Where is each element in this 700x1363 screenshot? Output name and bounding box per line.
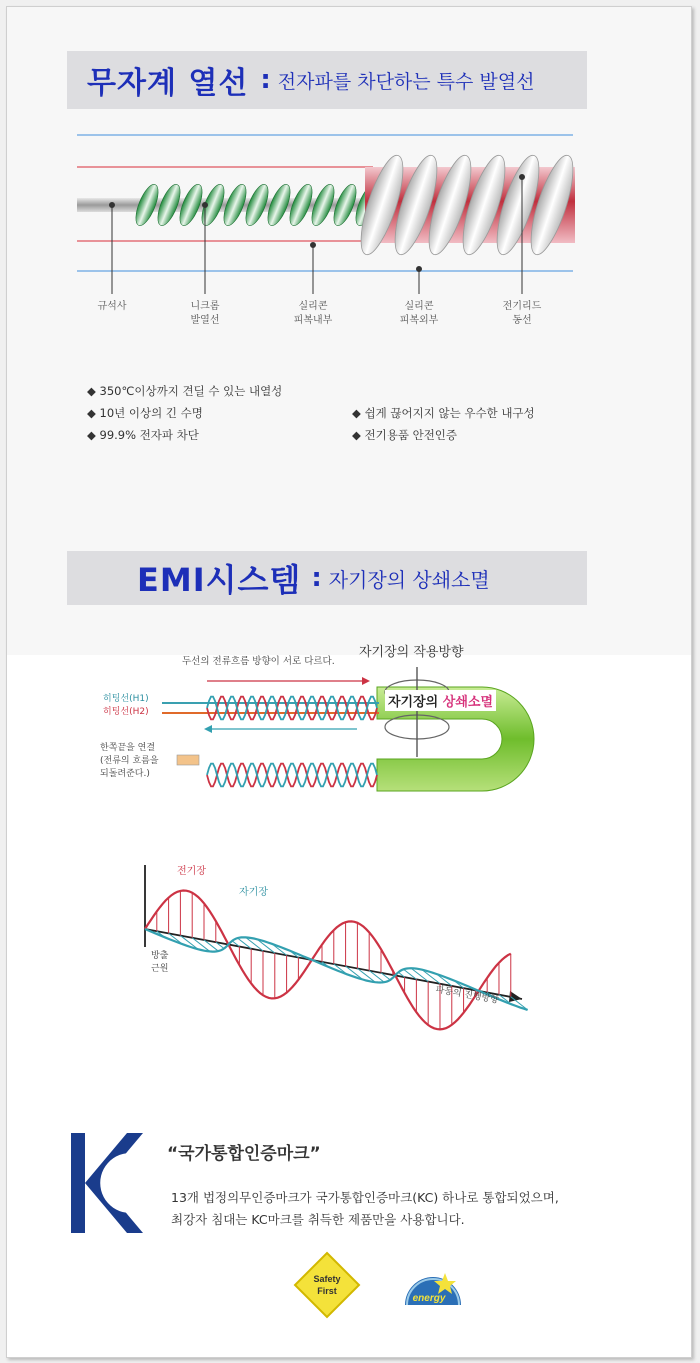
svg-text:First: First	[317, 1286, 337, 1296]
cable-diagram	[7, 7, 691, 307]
feature-shield: ◆ 99.9% 전자파 차단	[87, 428, 199, 442]
svg-text:energy: energy	[412, 1293, 446, 1304]
svg-text:Safety: Safety	[313, 1274, 341, 1284]
page-frame	[6, 6, 692, 1358]
label-source: 방출 근원	[151, 951, 169, 974]
feature-safety: ◆ 전기용품 안전인증	[352, 428, 458, 442]
label-magnetic-field: 자기장	[239, 887, 268, 898]
banner2-subtitle: 자기장의 상쇄소멸	[328, 567, 490, 592]
banner2-title: EMI시스템	[137, 561, 302, 599]
feature-durability: ◆ 쉽게 끊어지지 않는 우수한 내구성	[352, 406, 535, 420]
banner2-separator: :	[311, 563, 323, 593]
label-electric-field: 전기장	[177, 866, 206, 877]
kc-title: “국가통합인증마크”	[167, 1144, 321, 1164]
kc-description: 13개 법정의무인증마크가 국가통합인증마크(KC) 하나로 통합되었으며, 최강자 침대는 KC마크를 취득한 제품만을 사용합니다.	[171, 1190, 559, 1227]
safety-first-badge	[293, 1251, 361, 1319]
feature-heat: ◆ 350℃이상까지 견딜 수 있는 내열성	[87, 384, 283, 398]
banner1-separator: :	[260, 65, 272, 95]
label-core: 규석사	[97, 301, 127, 312]
tube-label: 자기장의 상쇄소멸	[385, 690, 496, 711]
feature-life: ◆ 10년 이상의 긴 수명	[87, 406, 203, 420]
field-arrows	[157, 891, 528, 1030]
connector	[177, 755, 199, 765]
note-connect: 한쪽끝을 연결 (전류의 흐름을 되돌려준다.)	[100, 743, 159, 779]
energy-star-badge	[401, 1259, 465, 1309]
label-copper-lead: 전기리드 동선	[502, 301, 542, 326]
electric-wave	[145, 891, 511, 1030]
label-silicone-outer: 실리콘 피복외부	[399, 301, 439, 326]
wave-lower-teal	[207, 764, 377, 787]
note-current-direction: 두선의 전류흐름 방향이 서로 다르다.	[182, 656, 335, 667]
label-direction: 파동의 진행방향	[434, 984, 500, 1006]
note-field-direction: 자기장의 작용방향	[359, 645, 464, 660]
nichrome-coil	[131, 182, 382, 229]
em-wave-diagram	[7, 847, 691, 1047]
label-wire-h1: 히팅선(H1)	[103, 694, 149, 704]
wave-upper-teal	[207, 697, 377, 720]
label-wire-h2: 히팅선(H2)	[103, 707, 149, 717]
kc-logo	[71, 1133, 143, 1233]
wave-lower-red	[207, 764, 377, 787]
banner1-subtitle: 전자파를 차단하는 특수 발열선	[277, 70, 535, 93]
banner-emi	[67, 551, 587, 605]
label-silicone-inner: 실리콘 피복내부	[293, 301, 333, 326]
wave-upper-red	[207, 697, 377, 720]
banner1-title: 무자계 열선	[87, 66, 249, 101]
label-nichrome: 니크롬 발열선	[190, 301, 220, 326]
